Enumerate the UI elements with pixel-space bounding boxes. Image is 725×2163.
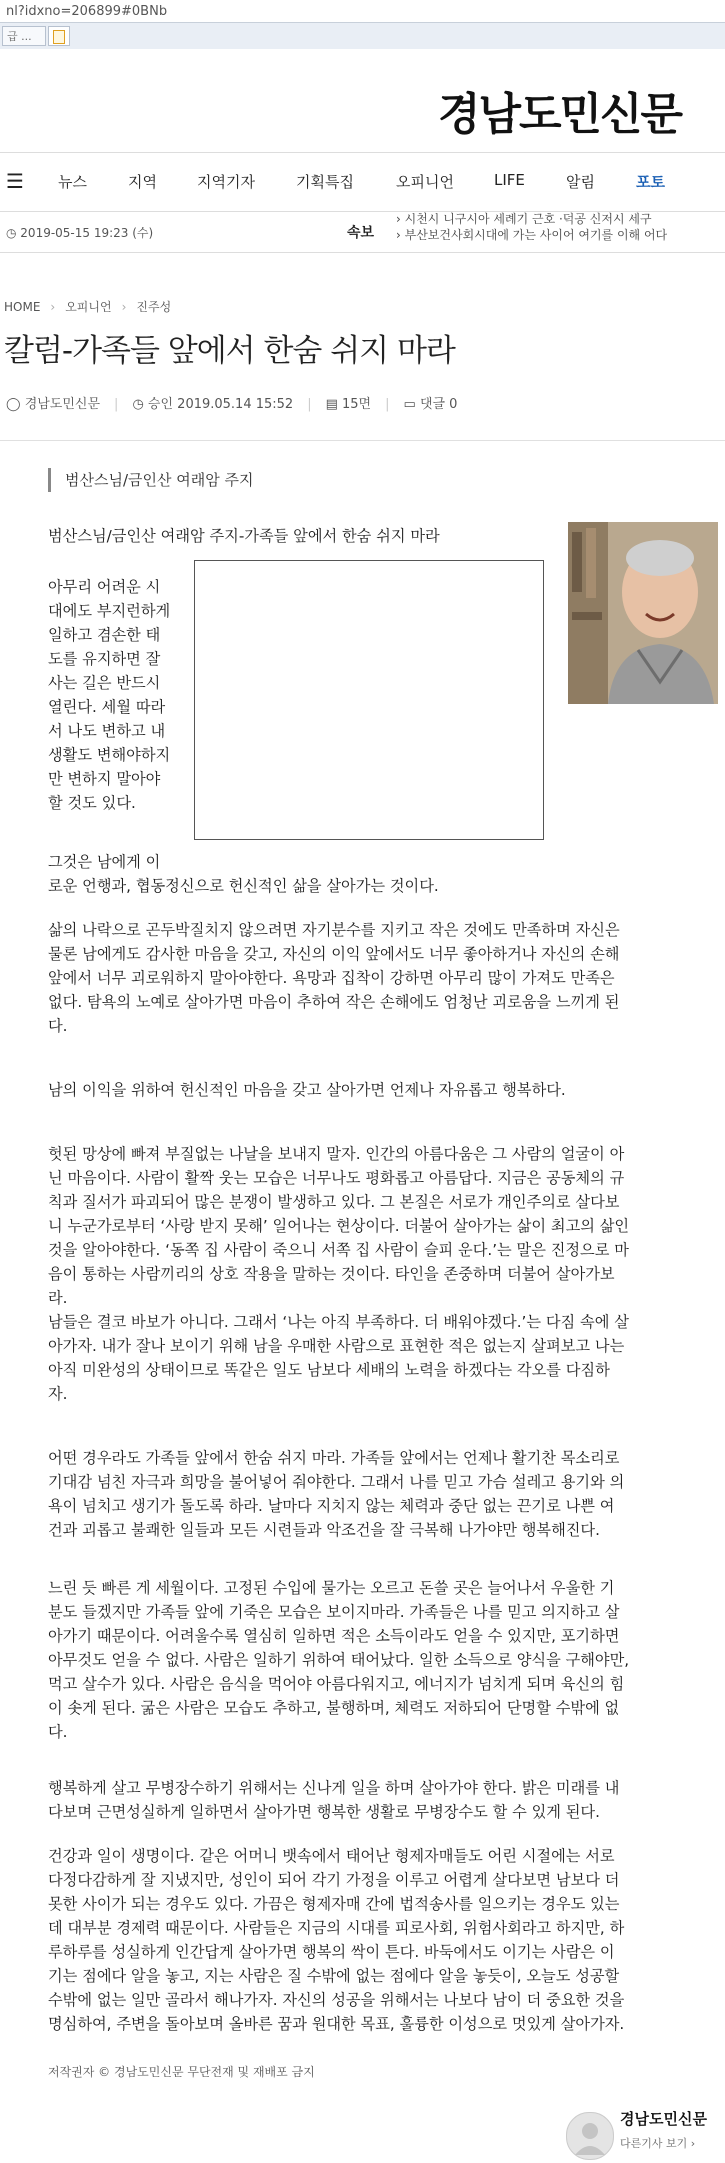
clock-icon: ◷ — [132, 397, 148, 412]
chevron-right-icon: › — [121, 300, 127, 314]
divider — [0, 440, 725, 441]
article-paragraph: 헛된 망상에 빠져 부질없는 나날을 보내지 말자. 인간의 아름다움은 그 사람의 얼굴이 아 닌 마음이다. 사람이 활짝 웃는 모습은 너무나도 평화롭고 아름답다. 지금은 공동체의 규 칙과 질서가 파괴되어 많은 분쟁이 발생하고 있다. 그 본질은 서로가 개인주의로 살다보 니 누군가로부터 ‘사랑 받지 못해’ 일어나는 현상이다. 더불어 살아가는 삶이 최고의 삶인 것을 알아야한다. ‘동쪽 집 사람이 죽으니 서쪽 집 사람이 슬피 운다.’는 말은 진정으로 마 음이 통하는 사람끼리의 상호 작용을 말하는 것이다. 타인을 존중하며 더불어 살아가보 라. 남들은 결코 바보가 아니다. 그래서 ‘나는 아직 부족하다. 더 배워야겠다.’는 다짐 속에 살 아가자. 내가 잘나 보이기 위해 남을 우매한 사람으로 표현한 적은 없는지 살펴보고 나는 아직 미완성의 상태이므로 똑같은 일도 남보다 세배의 노력을 하겠다는 각오를 다짐하 자. — [48, 1145, 630, 1403]
url-text[interactable]: nl?idxno=206899#0BNb — [6, 4, 168, 19]
breadcrumb-section[interactable]: 진주성 — [136, 300, 172, 314]
nav-item-opinion[interactable]: 오피니언 — [396, 173, 454, 191]
date-bar — [0, 210, 725, 253]
article-intro: 범산스님/금인산 여래암 주지-가족들 앞에서 한숨 쉬지 마라 — [48, 527, 440, 545]
page-icon: ▤ — [325, 397, 343, 412]
menu-icon[interactable]: ☰ — [6, 169, 24, 193]
nav-item-news[interactable]: 뉴스 — [58, 173, 87, 191]
article-paragraph: 어떤 경우라도 가족들 앞에서 한숨 쉬지 마라. 가족들 앞에서는 언제나 활기찬 목소리로 기대감 넘친 자극과 희망을 불어넣어 줘야한다. 그래서 나를 믿고 가슴 설레고 용기와 의 욕이 넘치고 생기가 돌도록 하라. 날마다 지치지 않는 체력과 중단 없는 끈기로 나쁜 여 건과 괴롭고 불쾌한 일들과 모든 시련들과 악조건을 잘 극복해 나가야만 행복해진다. — [48, 1449, 625, 1539]
article-paragraph: 건강과 일이 생명이다. 같은 어머니 뱃속에서 태어난 형제자매들도 어린 시절에는 서로 다정다감하게 잘 지냈지만, 성인이 되어 각기 가정을 이루고 어렵게 살다보면 남보다 더 못한 사이가 되는 경우도 있다. 가끔은 형제자매 간에 법적송사를 일으키는 경우도 있는 데 대부분 경제력 때문이다. 사람들은 지금의 시대를 피로사회, 위험사회라고 하지만, 하 루하루를 성실하게 인간답게 살아가면 행복의 싹이 튼다. 바둑에서도 이기는 사람은 이 기는 점에다 알을 놓고, 지는 사람은 질 수밖에 없는 점에다 알을 놓듯이, 오늘도 성공할 수밖에 없는 일만 골라서 해나가자. 자신의 성공을 위해서는 나보다 남이 더 중요한 것을 명심하여, 주변을 돌아보며 올바른 꿈과 원대한 목표, 훌륭한 이성으로 멋있게 살아가자. — [48, 1847, 625, 2033]
copyright-notice: 저작권자 © 경남도민신문 무단전재 및 재배포 금지 — [48, 2065, 315, 2079]
breaking-news-item[interactable]: › 시천시 니구시아 세례기 근호 ·덕공 신저시 세구 — [396, 212, 652, 226]
article-meta: ◯ 경남도민신문 | ◷ 승인 2019.05.14 15:52 | ▤ 15면 | ▭ 댓글 0 — [6, 397, 458, 412]
article-paragraph: 느린 듯 빠른 게 세월이다. 고정된 수입에 물가는 오르고 돈쓸 곳은 늘어나서 우울한 기 분도 들겠지만 가족들 앞에 기죽은 모습은 보이지마라. 가족들은 나를 믿고 의지하고 살 아가기 때문이다. 어려울수록 열심히 일하면 적은 소득이라도 얻을 수 있지만, 포기하면 아무것도 얻을 수 없다. 사람은 일하기 위하여 태어났다. 일한 소득으로 양식을 구해야만, 먹고 살수가 있다. 사람은 음식을 먹어야 아름다워지고, 에너지가 넘치게 되며 육신의 힘 이 솟게 된다. 굶은 사람은 모습도 추하고, 불행하며, 체력도 저하되어 단명할 수밖에 없 다. — [48, 1579, 630, 1741]
browser-tab-row — [0, 22, 725, 49]
chevron-right-icon: › — [690, 2137, 696, 2150]
browser-tab[interactable]: 급 ... — [2, 26, 46, 46]
nav-item-life[interactable]: LIFE — [494, 171, 525, 189]
article-title: 칼럼-가족들 앞에서 한숨 쉬지 마라 — [4, 333, 455, 369]
site-logo[interactable]: 경남도민신문 — [437, 89, 681, 140]
article-paragraph: 그것은 남에게 이 로운 언행과, 협동정신으로 헌신적인 삶을 살아가는 것이다. — [48, 853, 439, 895]
article-paragraph: 삶의 나락으로 곤두박질치지 않으려면 자기분수를 지키고 작은 것에도 만족하며 자신은 물론 남에게도 감사한 마음을 갖고, 자신의 이익 앞에서도 너무 좋아하거나 자신의 손해 앞에서 너무 괴로워하지 말아야한다. 욕망과 집착이 강하면 아무리 많이 가져도 만족은 없다. 탐욕의 노예로 살아가면 마음이 추하여 작은 손해에도 엄청난 괴로움을 느끼게 된 다. — [48, 921, 620, 1035]
breaking-news-label: 속보 — [347, 225, 375, 241]
new-tab-icon[interactable] — [48, 26, 70, 46]
clock-icon: ◷ — [6, 226, 21, 240]
article-page: 15면 — [342, 397, 372, 412]
chevron-right-icon: › — [50, 300, 56, 314]
nav-item-region[interactable]: 지역 — [128, 173, 157, 191]
nav-item-feature[interactable]: 기획특집 — [296, 173, 354, 191]
comment-icon: ▭ — [403, 397, 420, 412]
breadcrumb-opinion[interactable]: 오피니언 — [65, 300, 112, 314]
article-comments[interactable]: 댓글 0 — [419, 397, 458, 412]
embedded-media-box[interactable] — [194, 560, 544, 840]
nav-item-notice[interactable]: 알림 — [566, 173, 595, 191]
breadcrumb — [4, 298, 171, 315]
main-navigation — [0, 152, 725, 212]
user-icon: ◯ — [6, 397, 25, 412]
author-photo — [568, 522, 718, 704]
breadcrumb-home[interactable]: HOME — [4, 300, 41, 314]
article-approved-date: 승인 2019.05.14 15:52 — [147, 397, 294, 412]
reporter-name: 경남도민신문 — [620, 2110, 707, 2128]
current-date: ◷ 2019-05-15 19:23 (수) — [6, 226, 154, 240]
breaking-news-item[interactable]: › 부산보건사회시대에 가는 사이어 여기를 이해 어다 — [396, 228, 668, 242]
article-paragraph: 남의 이익을 위하여 헌신적인 마음을 갖고 살아가면 언제나 자유롭고 행복하다. — [48, 1081, 566, 1099]
article-author: 경남도민신문 — [24, 397, 101, 412]
article-paragraph: 행복하게 살고 무병장수하기 위해서는 신나게 일을 하며 살아가야 한다. 밝은 미래를 내 다보며 근면성실하게 일하면서 살아가면 행복한 생활로 무병장수도 할 수 있게 된다. — [48, 1779, 620, 1821]
nav-item-local-reporter[interactable]: 지역기자 — [197, 173, 255, 191]
nav-item-photo[interactable]: 포토 — [636, 173, 665, 191]
article-paragraph: 아무리 어려운 시 대에도 부지런하게 일하고 겸손한 태 도를 유지하면 잘 사는 길은 반드시 열린다. 세월 따라 서 나도 변하고 내 생활도 변해야하지 만 변하지 말아야 할 것도 있다. — [48, 578, 171, 812]
reporter-more-link[interactable]: 다른기사 보기 › — [620, 2137, 696, 2150]
reporter-avatar — [566, 2112, 614, 2160]
article-byline: 범산스님/금인산 여래암 주지 — [48, 468, 253, 492]
